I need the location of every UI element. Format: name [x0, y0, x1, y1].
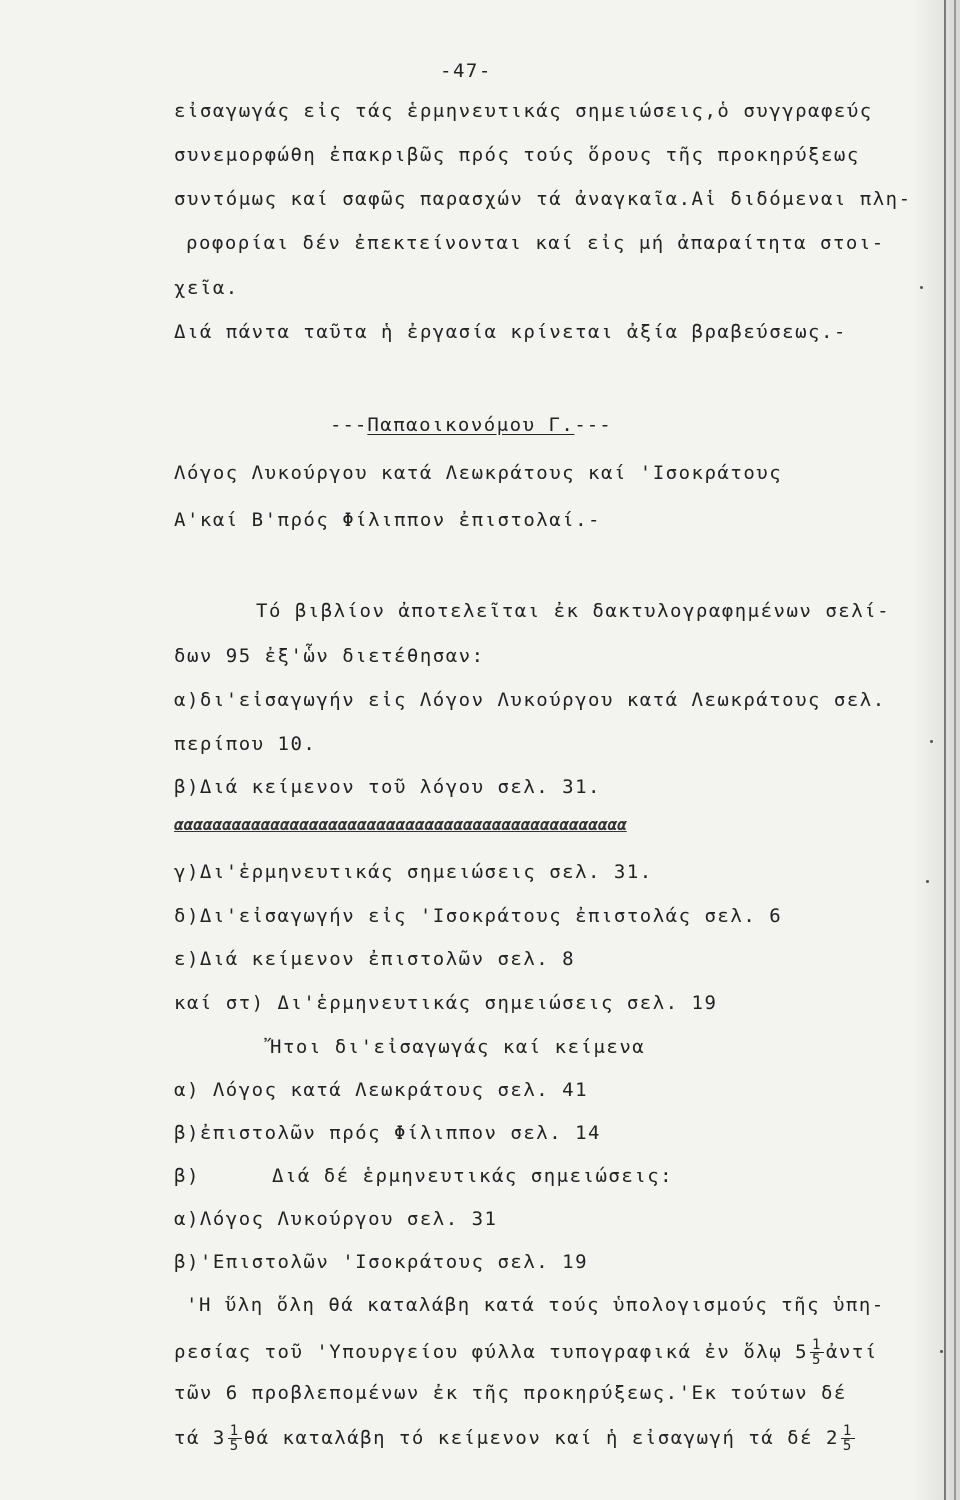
body-line-19-start: τά 3: [174, 1427, 226, 1449]
body-line-5: β)Διά κείμενον τοῦ λόγου σελ. 31.: [174, 776, 601, 798]
body-line-9: καί στ) Δι'ἑρμηνευτικάς σημειώσεις σελ. 19: [174, 992, 718, 1014]
work-title-line-1: Λόγος Λυκούργου κατά Λεωκράτους καί 'Ισοκράτους: [174, 462, 783, 484]
fraction-one-fifth: $\frac{1}{5}$: [812, 1337, 822, 1368]
text-line-5: χεῖα.: [174, 277, 239, 299]
body-line-6: γ)Δι'ἑρμηνευτικάς σημειώσεις σελ. 31.: [174, 861, 653, 883]
text-line-6: Διά πάντα ταῦτα ἡ ἐργασία κρίνεται ἀξία βραβεύσεως.-: [174, 321, 847, 343]
text-line-3: συντόμως καί σαφῶς παρασχών τά ἀναγκαῖα.Αἱ διδόμεναι πλη-: [174, 188, 912, 210]
body-line-11: α) Λόγος κατά Λεωκράτους σελ. 41: [174, 1079, 589, 1101]
body-line-19: [174, 1424, 857, 1453]
author-name: Παπαοικονόμου Γ.: [367, 414, 575, 436]
paper-speck: [930, 740, 933, 743]
body-line-7: δ)Δι'εἰσαγωγήν εἰς 'Ισοκράτους ἐπιστολάς σελ. 6: [174, 905, 783, 927]
body-line-2: δων 95 ἐξ'ὧν διετέθησαν:: [174, 645, 485, 667]
paper-speck: [920, 286, 923, 289]
paper-speck: [926, 880, 929, 883]
body-line-19-text: θά καταλάβη τό κείμενον καί ἡ εἰσαγωγή τά δέ 2: [243, 1427, 839, 1449]
page-edge-line: [944, 0, 946, 1500]
paper-speck: [940, 1350, 943, 1353]
page-edge-shadow: [912, 0, 960, 1500]
body-line-1: Τό βιβλίον ἀποτελεῖται ἐκ δακτυλογραφημένων σελί-: [256, 600, 891, 622]
body-line-17-text: ρεσίας τοῦ 'Υπουργείου φύλλα τυπογραφικά ἐν ὅλῳ 5: [174, 1341, 809, 1363]
work-title-line-2: Α'καί Β'πρός Φίλιππον ἐπιστολαί.-: [174, 509, 601, 531]
reviewed-author-heading: ---Παπαοικονόμου Γ.---: [330, 414, 612, 436]
fraction-one-fifth-2: $\frac{1}{5}$: [229, 1423, 240, 1454]
body-line-12: β)ἐπιστολῶν πρός Φίλιππον σελ. 14: [174, 1122, 601, 1144]
text-line-1: εἰσαγωγάς εἰς τάς ἑρμηνευτικάς σημειώσεις,ὁ συγγραφεύς: [174, 100, 873, 122]
body-line-16: 'Η ὕλη ὅλη θά καταλάβη κατά τούς ὑπολογισμούς τῆς ὑπη-: [186, 1294, 885, 1316]
text-line-2: συνεμορφώθη ἐπακριβῶς πρός τούς ὅρους τῆς προκηρύξεως: [174, 144, 860, 166]
page-edge-line-outer: [954, 0, 956, 1500]
body-line-8: ε)Διά κείμενον ἐπιστολῶν σελ. 8: [174, 948, 576, 970]
body-line-14: α)Λόγος Λυκούργου σελ. 31: [174, 1208, 498, 1230]
body-line-18: τῶν 6 προβλεπομένων ἐκ τῆς προκηρύξεως.'Εκ τούτων δέ: [174, 1382, 847, 1404]
body-line-13: Διά δέ ἑρμηνευτικάς σημειώσεις:: [272, 1165, 674, 1187]
body-line-10: Ἤτοι δι'εἰσαγωγάς καί κείμενα: [270, 1036, 646, 1058]
struck-out-line: ααααααααααααααααααααααααααααααααααααααααααααααα: [174, 815, 627, 834]
body-line-17: [174, 1338, 878, 1367]
page-number: -47-: [440, 60, 492, 82]
fraction-one-fifth-3: $\frac{1}{5}$: [842, 1423, 853, 1454]
body-line-4: περίπου 10.: [174, 733, 317, 755]
body-line-3: α)δι'εἰσαγωγήν εἰς Λόγον Λυκούργου κατά Λεωκράτους σελ.: [174, 689, 886, 711]
body-line-17-end: ἀντί: [825, 1341, 878, 1363]
text-line-4: ροφορίαι δέν ἐπεκτείνονται καί εἰς μή ἀπαραίτητα στοι-: [186, 232, 885, 254]
body-line-15: β)'Επιστολῶν 'Ισοκράτους σελ. 19: [174, 1251, 589, 1273]
body-line-13-marker: β): [174, 1165, 200, 1187]
